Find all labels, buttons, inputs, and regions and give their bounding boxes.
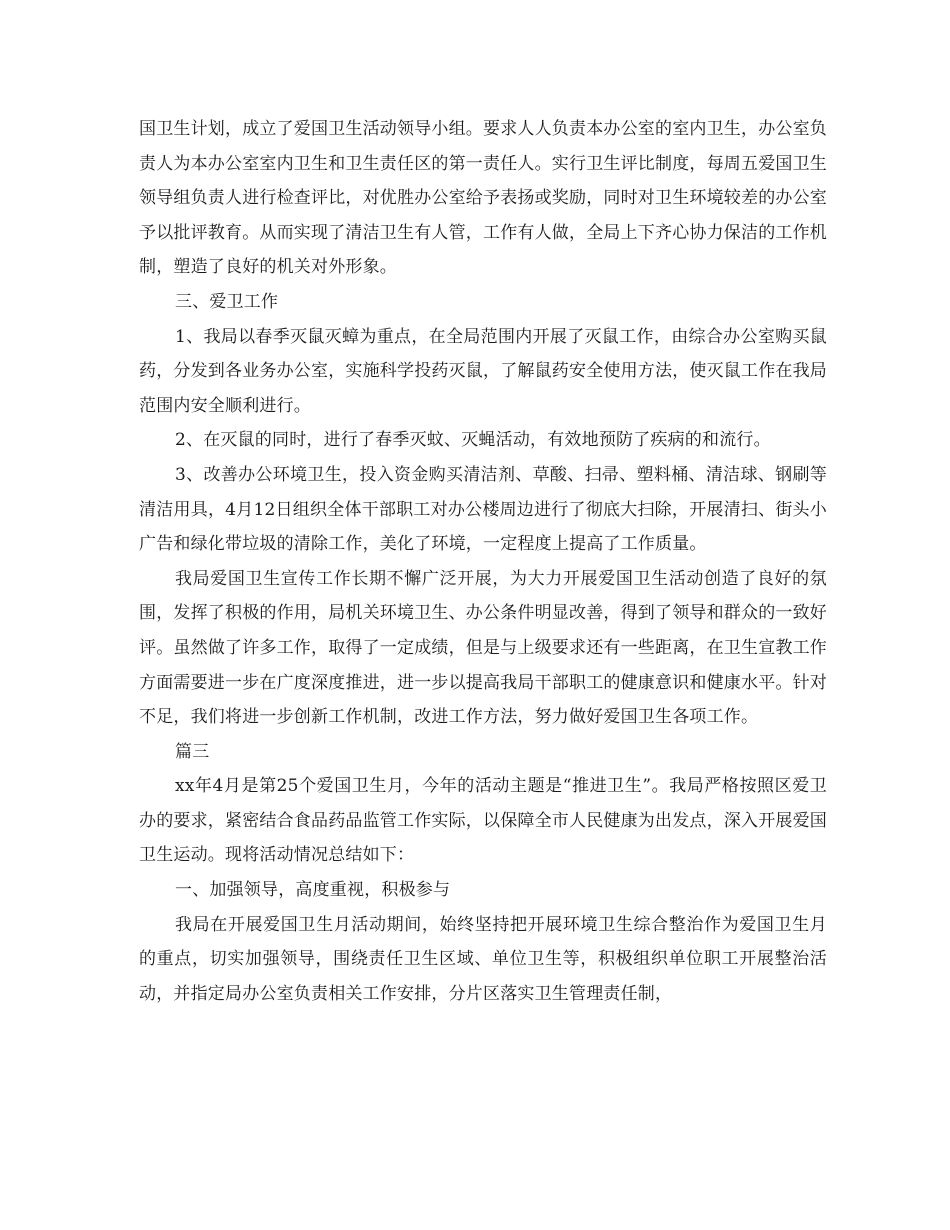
paragraph-health-month-intro: xx年4月是第25个爱国卫生月，今年的活动主题是“推进卫生”。我局严格按照区爱卫办的要求，紧密结合食品药品监管工作实际，以保障全市人民健康为出发点，深入开展爱国卫生运动。现将活动情况总结如下： (139, 776, 827, 866)
section-heading-leadership: 一、加强领导，高度重视，积极参与 (175, 880, 451, 901)
paragraph-rodent-control: 1、我局以春季灭鼠灭蟑为重点，在全局范围内开展了灭鼠工作，由综合办公室购买鼠药，分发到各业务办公室，实施科学投药灭鼠，了解鼠药安全使用方法，使灭鼠工作在我局范围内安全顺利进行。 (139, 326, 827, 416)
paragraph-mosquito-fly-control: 2、在灭鼠的同时，进行了春季灭蚊、灭蝇活动，有效地预防了疾病的和流行。 (175, 430, 771, 451)
paragraph-leadership-details: 我局在开展爱国卫生月活动期间，始终坚持把开展环境卫生综合整治作为爱国卫生月的重点，切实加强领导，围绕责任卫生区域、单位卫生等，积极组织单位职工开展整治活动，并指定局办公室负责相关工作安排，分片区落实卫生管理责任制， (139, 914, 827, 1004)
section-heading-aiwei-work: 三、爱卫工作 (175, 291, 279, 312)
paragraph-publicity-summary: 我局爱国卫生宣传工作长期不懈广泛开展，为大力开展爱国卫生活动创造了良好的氛围，发挥了积极的作用，局机关环境卫生、办公条件明显改善，得到了领导和群众的一致好评。虽然做了许多工作，取得了一定成绩，但是与上级要求还有一些距离，在卫生宣教工作方面需要进一步在广度深度推进，进一步以提高我局干部职工的健康意识和健康水平。针对不足，我们将进一步创新工作机制，改进工作方法，努力做好爱国卫生各项工作。 (139, 568, 827, 728)
paragraph-continuation: 国卫生计划，成立了爱国卫生活动领导小组。要求人人负责本办公室的室内卫生，办公室负责人为本办公室室内卫生和卫生责任区的第一责任人。实行卫生评比制度，每周五爱国卫生领导组负责人进行检查评比，对优胜办公室给予表扬或奖励，同时对卫生环境较差的办公室予以批评教育。从而实现了清洁卫生有人管，工作有人做，全局上下齐心协力保洁的工作机制，塑造了良好的机关对外形象。 (139, 119, 827, 278)
document-body (139, 112, 827, 1011)
section-heading-part-three: 篇三 (175, 741, 210, 762)
paragraph-office-environment: 3、改善办公环境卫生，投入资金购买清洁剂、草酸、扫帚、塑料桶、清洁球、钢刷等清洁用具，4月12日组织全体干部职工对办公楼周边进行了彻底大扫除，开展清扫、街头小广告和绿化带垃圾的清除工作，美化了环境，一定程度上提高了工作质量。 (139, 464, 827, 555)
